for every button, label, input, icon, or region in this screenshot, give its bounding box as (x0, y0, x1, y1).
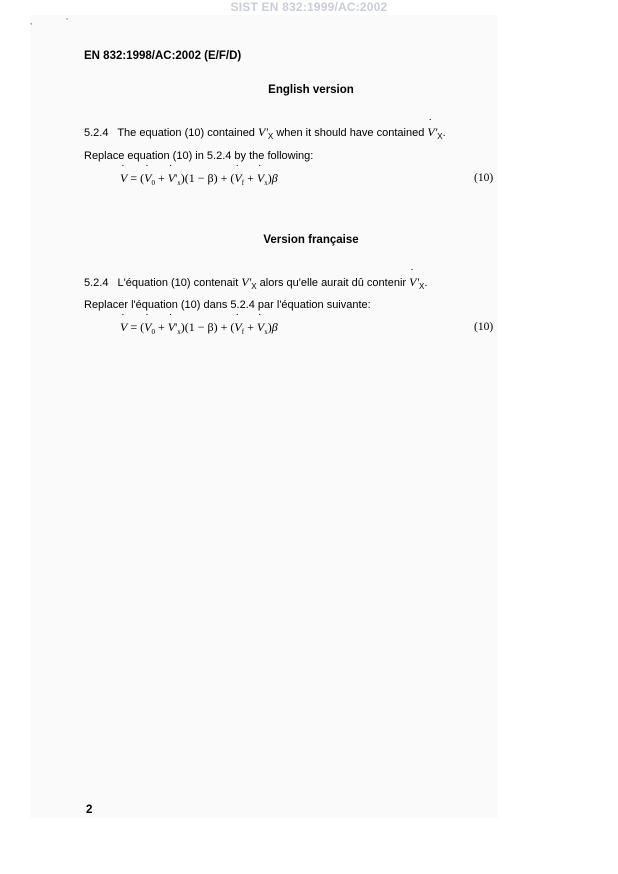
symbol-right: V' $˙_X$ (409, 275, 424, 289)
symbol-wrong: $V'_X$ (241, 275, 257, 291)
french-section-title: Version française (263, 234, 359, 246)
clause-number: 5.2.4 (84, 127, 109, 139)
text-before: L'équation (10) contenait (117, 277, 239, 289)
scan-mark: ' (66, 17, 68, 26)
english-corrigendum-line: 5.2.4 The equation (10) contained $V'_X$ when it should have contained V' $˙_X$. (84, 125, 446, 141)
english-equation-number: (10) (474, 172, 494, 184)
clause-number: 5.2.4 (84, 277, 109, 289)
english-equation: V ˙ = (V $˙_0 + V$ $˙'_x)(1 - \beta) + (V$ $˙_f + V$ $˙_x)\beta$ (120, 171, 278, 187)
scan-marks (30, 17, 68, 26)
document-reference: EN 832:1998/AC:2002 (E/F/D) (84, 50, 242, 62)
english-section-title: English version (268, 84, 354, 96)
scan-mark: , (30, 17, 33, 26)
page-number: 2 (86, 804, 93, 816)
text-mid: alors qu'elle aurait dû contenir (259, 277, 407, 289)
english-instruction: Replace equation (10) in 5.2.4 by the following: (84, 150, 314, 162)
french-corrigendum-line: 5.2.4 L'équation (10) contenait $V'_X$ alors qu'elle aurait dû contenir V' $˙_X$. (84, 275, 427, 291)
french-equation-number: (10) (474, 321, 494, 333)
symbol-wrong: $V'_X$ (258, 125, 274, 141)
text-before: The equation (10) contained (117, 127, 255, 139)
text-mid: when it should have contained (276, 127, 425, 139)
symbol-right: V' $˙_X$ (427, 125, 442, 139)
french-instruction: Replacer l'équation (10) dans 5.2.4 par l'équation suivante: (84, 299, 371, 311)
watermark: SIST EN 832:1999/AC:2002 (230, 0, 388, 14)
french-equation: V ˙ = (V $˙_0 + V$ $˙'_x)(1 - \beta) + (V$ $˙_f + V$ $˙_x)\beta$ (120, 320, 278, 336)
